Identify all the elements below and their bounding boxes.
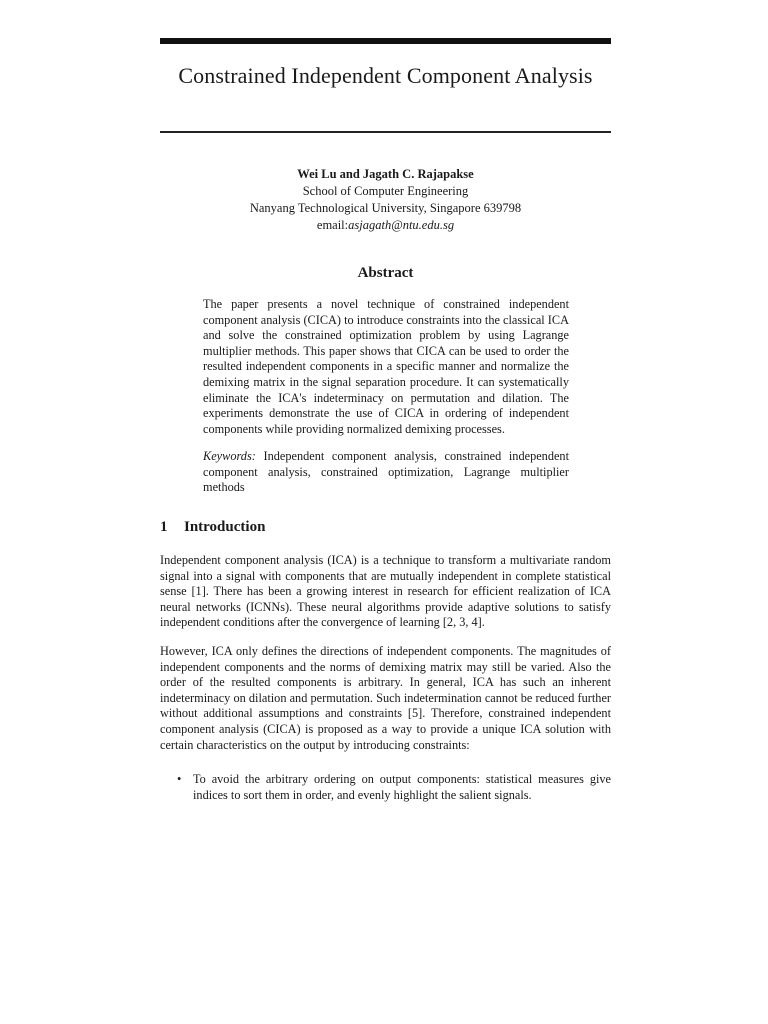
bullet-icon: • [177, 772, 182, 786]
keywords-label: Keywords: [203, 449, 256, 463]
section-title: Introduction [184, 519, 266, 535]
author-names: Wei Lu and Jagath C. Rajapakse [297, 167, 474, 181]
keywords [203, 449, 569, 496]
keywords-text: Independent component analysis, constrained independent component analysis, constrained optimization, Lagrange multiplier methods [203, 449, 569, 495]
intro-paragraph-1: Independent component analysis (ICA) is a technique to transform a multivariate random signal into a signal with components that are mutually independent in complete statistical sense [1]. There has been a growing interest in research for efficient realization of ICA neural networks (ICNNs). These neural algorithms provide adaptive solutions to satisfy independent conditions after the convergence of learning [2, 3, 4]. [160, 553, 611, 630]
affiliation-line-1: School of Computer Engineering [302, 184, 469, 198]
title-bottom-rule [160, 131, 611, 133]
bullet-text: To avoid the arbitrary ordering on output components: statistical measures give indices to sort them in order, and evenly highlight the salient signals. [193, 772, 611, 802]
email-address: asjagath@ntu.edu.sg [348, 218, 455, 232]
bullet-item [177, 772, 611, 803]
author-block [160, 166, 611, 234]
email-line [160, 217, 611, 234]
email-label: email: [316, 218, 349, 232]
abstract-text: The paper presents a novel technique of constrained independent component analysis (CICA) to introduce constraints into the classical ICA and solve the constrained optimization problem by using Lagrange multiplier methods. This paper shows that CICA can be used to order the resulted independent components in a specific manner and normalize the demixing matrix in the signal separation procedure. It can systematically eliminate the ICA's indeterminacy on permutation and dilation. The experiments demonstrate the use of CICA in ordering of independent components while providing normalized demixing processes. [203, 297, 569, 436]
paper-title: Constrained Independent Component Analysis [178, 63, 593, 88]
section-number: 1 [160, 519, 168, 535]
section-heading-introduction [160, 519, 265, 536]
abstract-heading: Abstract [357, 265, 414, 281]
intro-paragraph-2: However, ICA only defines the directions of independent components. The magnitudes of independent components and the norms of demixing matrix may still be varied. Also the order of the resulted components is arbitrary. In general, ICA has such an inherent indeterminacy on dilation and permutation. Such indetermination cannot be reduced further without additional assumptions and constraints [5]. Therefore, constrained independent component analysis (CICA) is proposed as a way to provide a unique ICA solution with certain characteristics on the output by introducing constraints: [160, 644, 611, 752]
title-top-rule [160, 38, 611, 44]
affiliation-line-2: Nanyang Technological University, Singapore 639798 [249, 201, 522, 215]
